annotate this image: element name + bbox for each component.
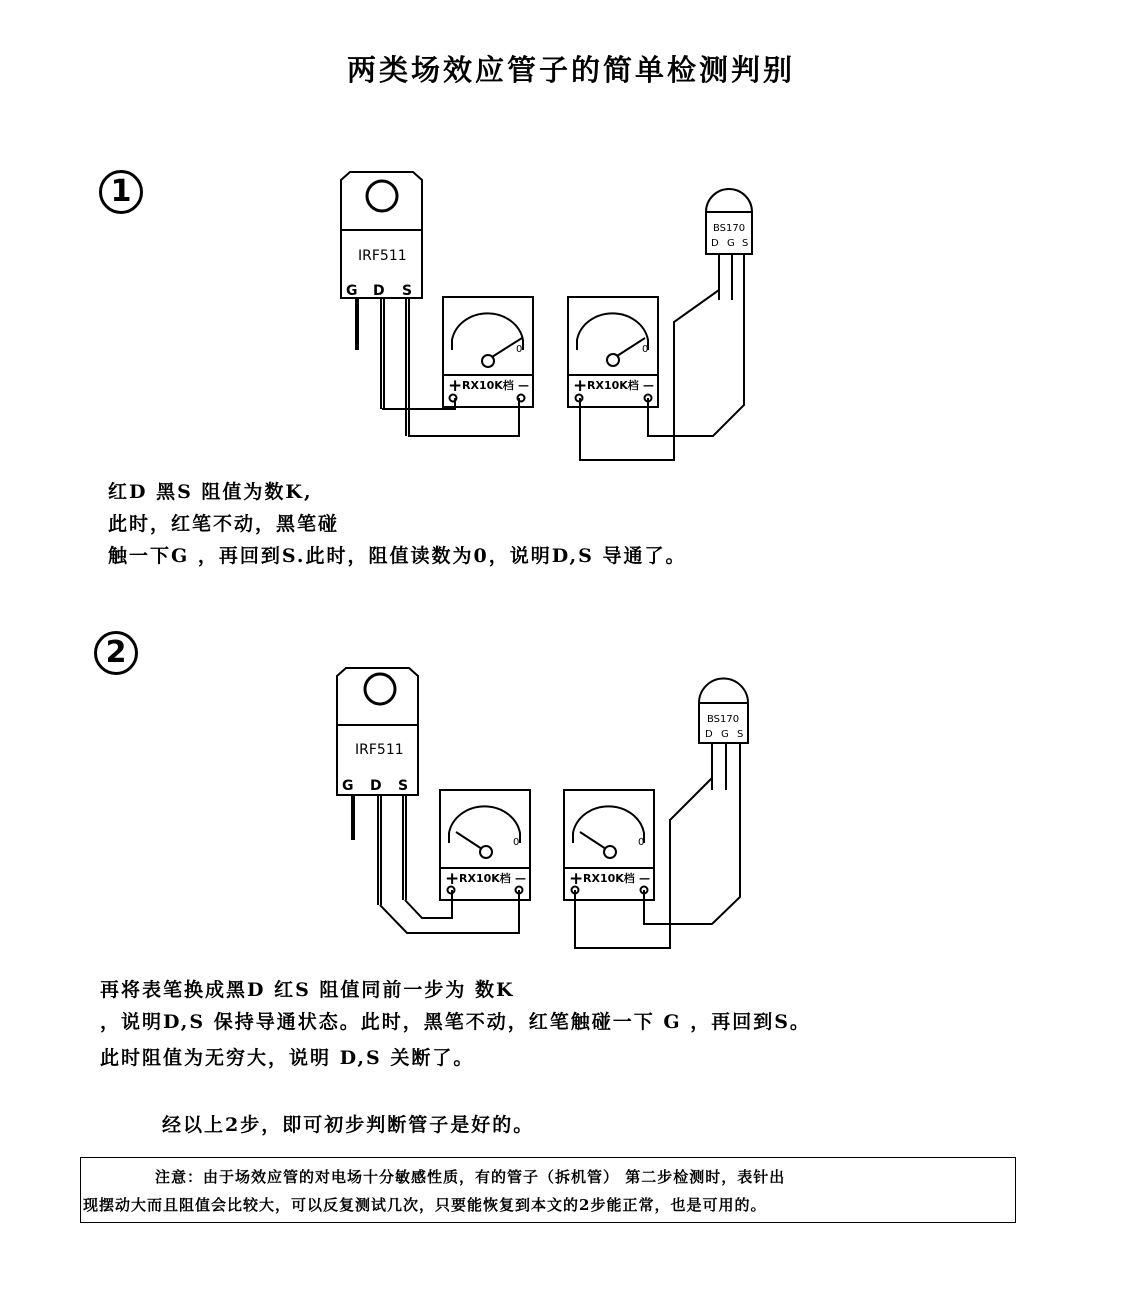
step-2-line-3: 此时阻值为无穷大，说明 D,S 关断了。 <box>100 1047 475 1069</box>
meter-1a-zero: 0 <box>516 344 523 355</box>
meter-1b-label: RX10K档 <box>587 379 639 392</box>
step-2-line-2: ，说明D,S 保持导通状态。此时，黑笔不动，红笔触碰一下 G ，再回到S。 <box>100 1011 811 1033</box>
step-2-line-1: 再将表笔换成黑D 红S 阻值同前一步为 数K <box>100 979 515 1001</box>
meter-2a-plus: + <box>445 869 460 889</box>
step-1-diagram <box>341 172 752 460</box>
irf511-pin-s-2: S <box>398 778 409 794</box>
meter-2b-label: RX10K档 <box>583 872 635 885</box>
meter-2a-minus: — <box>515 872 526 885</box>
conclusion-text: 经以上2步，即可初步判断管子是好的。 <box>162 1114 535 1136</box>
meter-2a-zero: 0 <box>513 837 520 848</box>
step-2-diagram <box>337 668 748 948</box>
bs170-pin-d-2: D <box>705 729 713 740</box>
step-2-number: 2 <box>94 631 138 675</box>
irf511-pin-d-1: D <box>373 283 385 299</box>
meter-1b-zero: 0 <box>642 344 649 355</box>
bs170-pin-g-2: G <box>721 729 729 740</box>
irf511-pin-s-1: S <box>402 283 413 299</box>
note-box <box>80 1157 1016 1223</box>
irf511-label-2: IRF511 <box>355 742 404 758</box>
bs170-pin-s-2: S <box>737 729 744 740</box>
irf511-pin-g-2: G <box>342 778 354 794</box>
bs170-pin-s-1: S <box>742 238 749 249</box>
note-line-2: 现摆动大而且阻值会比较大，可以反复测试几次，只要能恢复到本文的2步能正常，也是可用的。 <box>83 1196 767 1214</box>
meter-1b-minus: — <box>643 379 654 392</box>
step-1-line-3: 触一下G ，再回到S.此时，阻值读数为0，说明D,S 导通了。 <box>108 545 687 567</box>
bs170-pin-g-1: G <box>727 238 735 249</box>
meter-2b-minus: — <box>639 872 650 885</box>
step-1-line-1: 红D 黑S 阻值为数K, <box>108 481 313 503</box>
irf511-pin-g-1: G <box>346 283 358 299</box>
irf511-label-1: IRF511 <box>358 248 407 264</box>
meter-2b-zero: 0 <box>638 837 645 848</box>
bs170-label-2: BS170 <box>707 714 740 725</box>
page-title: 两类场效应管子的简单检测判别 <box>346 53 795 87</box>
step-1-number: 1 <box>99 170 143 214</box>
meter-1a-plus: + <box>448 376 463 396</box>
note-line-1: 注意：由于场效应管的对电场十分敏感性质，有的管子（拆机管） 第二步检测时，表针出 <box>155 1168 786 1186</box>
meter-1a-minus: — <box>518 379 529 392</box>
meter-1b-plus: + <box>573 376 588 396</box>
meter-2b-plus: + <box>569 869 584 889</box>
bs170-pin-d-1: D <box>711 238 719 249</box>
step-1-line-2: 此时，红笔不动，黑笔碰 <box>108 513 340 535</box>
irf511-transistor-1 <box>341 172 422 436</box>
irf511-pin-d-2: D <box>370 778 382 794</box>
meter-1a-label: RX10K档 <box>462 379 514 392</box>
meter-2a-label: RX10K档 <box>459 872 511 885</box>
bs170-label-1: BS170 <box>713 223 746 234</box>
